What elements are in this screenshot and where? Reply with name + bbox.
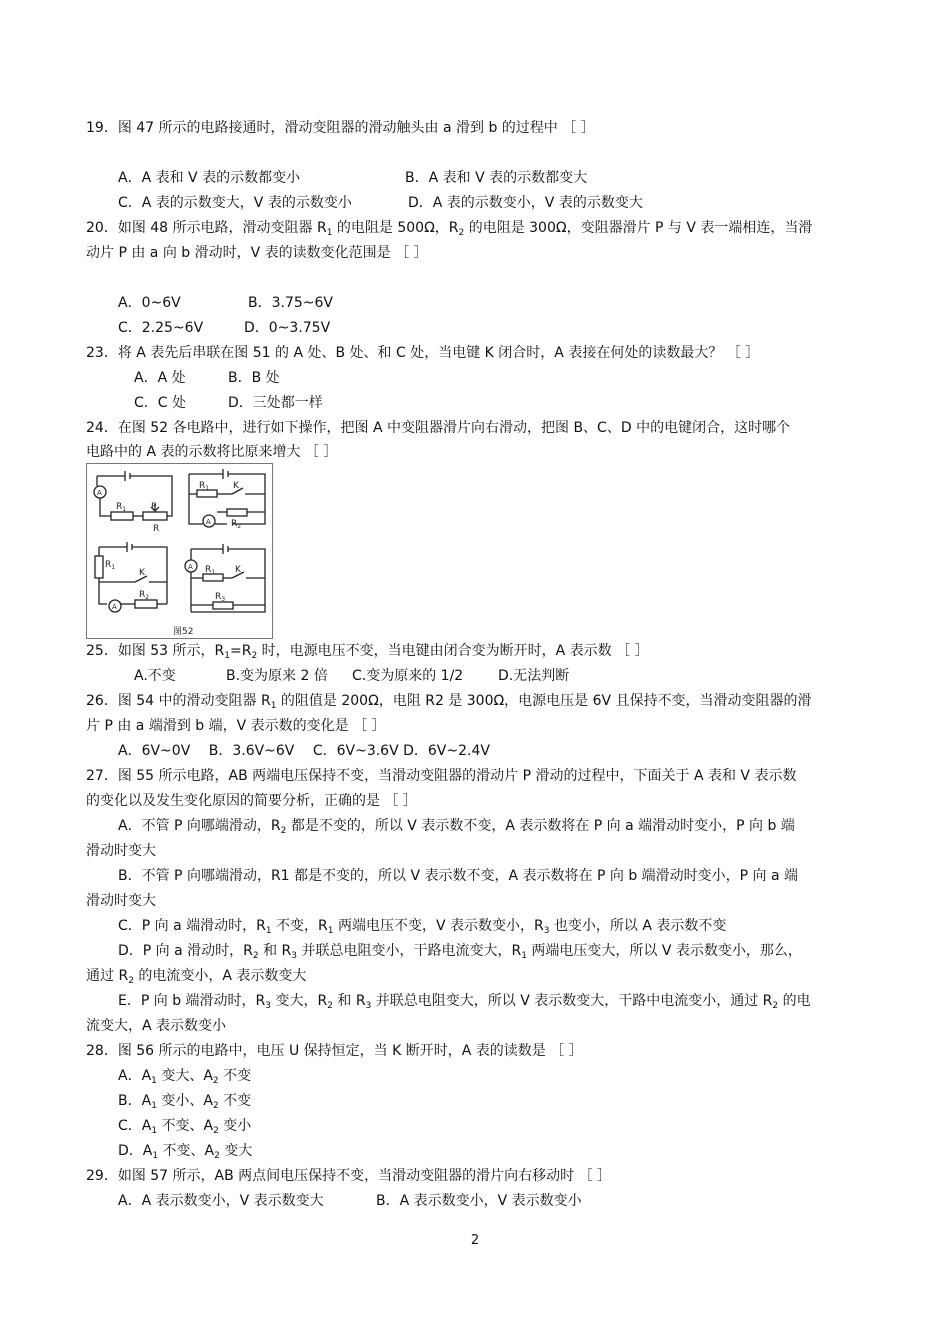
label-a-4: A bbox=[188, 563, 193, 571]
label-p: P bbox=[151, 502, 157, 512]
circuit-b bbox=[189, 469, 265, 527]
label-r2-2: $R_2$ bbox=[139, 590, 150, 601]
q25-option-d: D.无法判断 bbox=[498, 668, 570, 684]
q25-option-c: C.变为原来的 1/2 bbox=[352, 668, 464, 684]
q29-stem: 29．如图 57 所示，AB 两点间电压保持不变，当滑动变阻器的滑片向右移动时 ［ ］ bbox=[86, 1168, 612, 1184]
q20-option-c: C．2.25~6V bbox=[118, 320, 204, 336]
q26-options: A．6V~0V B．3.6V~6V C．6V~3.6V D．6V~2.4V bbox=[118, 743, 490, 759]
circuit-a bbox=[94, 471, 172, 520]
q27-stem-line2: 的变化以及发生变化原因的简要分析，正确的是 ［ ］ bbox=[86, 793, 417, 809]
q26-stem-line1: 26．图 54 中的滑动变阻器 $R_1$ 的阻值是 200Ω，电阻 R2 是 300Ω，电源电压是 6V 且保持不变，当滑动变阻器的滑 bbox=[86, 693, 812, 711]
q25-option-a: A.不变 bbox=[134, 668, 176, 684]
q23-option-c: C．C 处 bbox=[134, 395, 187, 411]
q23-option-a: A．A 处 bbox=[134, 370, 186, 386]
q27-option-d-line2: 通过 $R_2$ 的电流变小，A 表示数变大 bbox=[86, 968, 307, 986]
q28-option-c: C．$A_1$ 不变、$A_2$ 变小 bbox=[118, 1118, 252, 1136]
q19-option-d: D．A 表的示数变小，V 表的示数变大 bbox=[408, 195, 643, 211]
q27-stem-line1: 27．图 55 所示电路，AB 两端电压保持不变，当滑动变阻器的滑动片 P 滑动的过程中，下面关于 A 表和 V 表示数 bbox=[86, 768, 797, 784]
q19-option-b: B．A 表和 V 表的示数都变大 bbox=[405, 170, 588, 186]
page-number: 2 bbox=[470, 1233, 480, 1248]
circuit-diagrams bbox=[87, 464, 272, 638]
q19-option-a: A．A 表和 V 表的示数都变小 bbox=[118, 170, 301, 186]
resistor-r2-c bbox=[135, 600, 157, 608]
label-k-2: K bbox=[139, 568, 145, 578]
q28-option-d: D．$A_1$ 不变、$A_2$ 变大 bbox=[118, 1143, 253, 1161]
label-a-1: A bbox=[97, 489, 102, 497]
circuit-c bbox=[95, 542, 167, 612]
q27-option-b-line1: B．不管 P 向哪端滑动，R1 都是不变的，所以 V 表示数不变，A 表示数将在 P 向 b 端滑动时变小，P 向 a 端 bbox=[118, 868, 799, 884]
q24-stem-line2: 电路中的 A 表的示数将比原来增大 ［ ］ bbox=[86, 444, 338, 460]
q20-stem-line2: 动片 P 由 a 向 b 滑动时，V 表的读数变化范围是 ［ ］ bbox=[86, 245, 428, 261]
label-r1-1: $R_1$ bbox=[116, 502, 127, 513]
label-r1-2: $R_1$ bbox=[199, 481, 210, 492]
q20-stem-line1: 20．如图 48 所示电路，滑动变阻器 $R_1$ 的电阻是 500Ω，$R_2$ 的电阻是 300Ω，变阻器滑片 P 与 V 表一端相连，当滑 bbox=[86, 220, 813, 238]
label-a-2: A bbox=[206, 518, 211, 526]
resistor-r2-b bbox=[227, 509, 247, 516]
q20-option-d: D．0~3.75V bbox=[244, 320, 331, 336]
rheostat-r bbox=[143, 512, 167, 520]
label-k-3: K bbox=[235, 565, 241, 575]
q28-stem: 28．图 56 所示的电路中，电压 U 保持恒定，当 K 断开时，A 表的读数是 ［ ］ bbox=[86, 1043, 583, 1059]
resistor-r3-d bbox=[213, 602, 233, 609]
label-r2-1: $R_2$ bbox=[231, 519, 242, 530]
q28-option-a: A．$A_1$ 变大、$A_2$ 不变 bbox=[118, 1068, 252, 1086]
q27-option-a-line2: 滑动时变大 bbox=[86, 843, 156, 859]
q27-option-b-line2: 滑动时变大 bbox=[86, 893, 156, 909]
q27-option-a-line1: A．不管 P 向哪端滑动，$R_2$ 都是不变的，所以 V 表示数不变，A 表示数将在 P 向 a 端滑动时变小，P 向 b 端 bbox=[118, 818, 795, 836]
q19-option-c: C．A 表的示数变大，V 表的示数变小 bbox=[118, 195, 352, 211]
label-r3: $R_3$ bbox=[215, 592, 226, 603]
figure-caption: 图52 bbox=[173, 627, 194, 637]
q19-stem: 19．图 47 所示的电路接通时，滑动变阻器的滑动触头由 a 滑到 b 的过程中 ［ ］ bbox=[86, 120, 595, 136]
q29-option-b: B．A 表示数变小，V 表示数变小 bbox=[376, 1193, 582, 1209]
circuit-figure-52 bbox=[86, 463, 273, 639]
q27-option-c: C．P 向 a 端滑动时，$R_1$ 不变，$R_1$ 两端电压不变，V 表示数变小，$R_3$ 也变小，所以 A 表示数不变 bbox=[118, 918, 727, 936]
label-r1-3: $R_1$ bbox=[105, 560, 116, 571]
label-r1-4: $R_1$ bbox=[205, 565, 216, 576]
q25-option-b: B.变为原来 2 倍 bbox=[226, 668, 328, 684]
q26-stem-line2: 片 P 由 a 端滑到 b 端，V 表示数的变化是 ［ ］ bbox=[86, 718, 386, 734]
q28-option-b: B．$A_1$ 变小、$A_2$ 不变 bbox=[118, 1093, 252, 1111]
label-a-3: A bbox=[112, 603, 117, 611]
q20-option-a: A．0~6V bbox=[118, 295, 181, 311]
q29-option-a: A．A 表示数变小，V 表示数变大 bbox=[118, 1193, 324, 1209]
q27-option-e-line2: 流变大，A 表示数变小 bbox=[86, 1018, 227, 1034]
resistor-r1 bbox=[111, 512, 133, 520]
label-k-1: K bbox=[233, 481, 239, 491]
q20-option-b: B．3.75~6V bbox=[248, 295, 333, 311]
q25-stem: 25．如图 53 所示，$R_1=R_2$ 时，电源电压不变，当电键由闭合变为断开时，A 表示数 ［ ］ bbox=[86, 643, 649, 661]
q27-option-d-line1: D．P 向 a 滑动时，$R_2$ 和 $R_3$ 并联总电阻变小，干路电流变大，$R_1$ 两端电压变大，所以 V 表示数变小，那么， bbox=[118, 943, 802, 961]
resistor-r1-c bbox=[95, 556, 103, 578]
q23-option-d: D．三处都一样 bbox=[228, 395, 323, 411]
q23-stem: 23．将 A 表先后串联在图 51 的 A 处、B 处、和 C 处，当电键 K 闭合时，A 表接在何处的读数最大？ ［ ］ bbox=[86, 345, 760, 361]
q24-stem-line1: 24．在图 52 各电路中，进行如下操作，把图 A 中变阻器滑片向右滑动，把图 B、C、D 中的电键闭合，这时哪个 bbox=[86, 420, 791, 436]
q23-option-b: B．B 处 bbox=[228, 370, 280, 386]
q27-option-e-line1: E．P 向 b 端滑动时，$R_3$ 变大，$R_2$ 和 $R_3$ 并联总电阻变大，所以 V 表示数变大，干路中电流变小，通过 $R_2$ 的电 bbox=[118, 993, 811, 1011]
label-r: R bbox=[153, 524, 160, 534]
